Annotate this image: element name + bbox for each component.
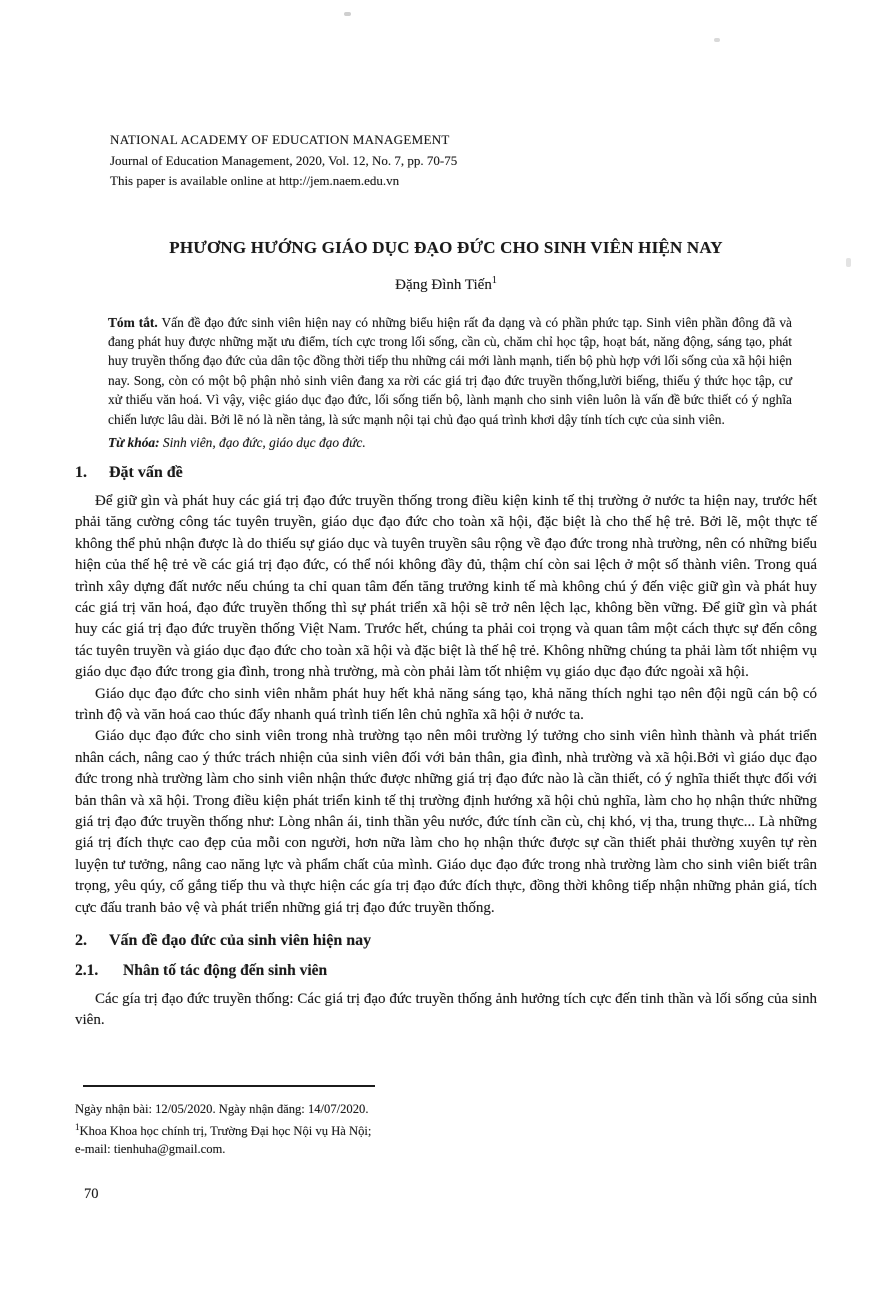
paragraph: Các gía trị đạo đức truyền thống: Các giá trị đạo đức truyền thống ảnh hưởng tích cực đến tinh thần và lối sống của sinh viên. xyxy=(75,991,817,1029)
footnote-block xyxy=(75,1085,817,1158)
keywords xyxy=(108,435,792,451)
section-title: Đặt vấn đề xyxy=(109,463,183,481)
journal-availability-url: This paper is available online at http://jem.naem.edu.vn xyxy=(110,173,400,188)
keywords-label: Từ khóa: xyxy=(108,434,160,450)
author-name: Đặng Đình Tiến xyxy=(395,276,492,293)
keywords-text: Sinh viên, đạo đức, giáo dục đạo đức. xyxy=(159,434,366,450)
paper-title: PHƯƠNG HƯỚNG GIÁO DỤC ĐẠO ĐỨC CHO SINH VIÊN HIỆN NAY xyxy=(169,237,723,257)
section-title: Nhân tố tác động đến sinh viên xyxy=(123,962,328,980)
footnote-divider xyxy=(83,1085,375,1087)
footnote-affiliation: $^1$Khoa Khoa học chính trị, Trường Đại học Nội vụ Hà Nội; xyxy=(75,1122,372,1139)
scan-speck xyxy=(344,12,351,16)
section-1-heading xyxy=(75,464,817,482)
section-2-1-heading xyxy=(75,962,817,980)
footnote-dates: Ngày nhận bài: 12/05/2020. Ngày nhận đăng: 14/07/2020. xyxy=(75,1102,369,1116)
abstract xyxy=(108,313,792,429)
paragraph: Để giữ gìn và phát huy các giá trị đạo đức truyền thống trong điều kiện kinh tế thị trường ở nước ta hiện nay, trước hết phải tăng cường công tác tuyên truyền, giáo dục đạo đức cho toàn xã hội, đặc biệt là cho thế hệ trẻ. Bởi lẽ, một thực tế không thể phủ nhận được là do thiếu sự giáo dục và tuyên truyền sâu rộng về đạo đức trong nhà trường, nên có những biểu hiện của thế hệ trẻ về các giá trị đạo đức, có thể nói không đầy đủ, thậm chí còn sai lệch ở một số thành viên. Trong quá trình xây dựng đất nước nếu chúng ta chỉ quan tâm đến tăng trưởng kinh tế mà không chú ý đến việc giữ gìn và phát huy các giá trị văn hoá, đạo đức truyền thống thì sự phát triển xã hội sẽ trở nên lệch lạc, không bền vững. Để giữ gìn và phát huy các giá trị đạo đức truyền thống Việt Nam. Trước hết, chúng ta phải coi trọng và quan tâm một cách thực sự đến công tác tuyên truyền và giáo dục đạo đức cho toàn xã hội và đặc biệt là thế hệ trẻ. Không những chúng ta phải làm tốt nhiệm vụ giáo dục đạo đức trong gia đình, trong nhà trường, mà còn phải làm tốt nhiệm vụ giáo dục đạo đức ngoài xã hội. xyxy=(75,492,817,681)
section-2-heading xyxy=(75,932,817,950)
paragraph: Giáo dục đạo đức cho sinh viên trong nhà trường tạo nên môi trường lý tưởng cho sinh viên hình thành và phát triển nhân cách, nâng cao ý thức trách nhiện của sinh viên đối với bản thân, gia đình, nhà trường và xã hội.Bởi vì giáo dục đạo đức trong nhà trường làm cho sinh viên nhận thức được những giá trị đạo đức nào là cần thiết, có ý nghĩa thiết thực đối với bản thân và xã hội. Trong điều kiện phát triển kinh tế thị trường định hướng xã hội chủ nghĩa, làm cho họ nhận thức những giá trị đạo đức truyền thống như: Lòng nhân ái, tinh thần yêu nước, đức tính cần cù, chị khó, vị tha, trung thực... Là những giá trị đích thực cao đẹp của mỗi con người, hơn nữa làm cho họ nhận thức được sự cần thiết phải thường xuyên tự rèn luyện tư tưởng, nâng cao năng lực và phẩm chất của mình. Giáo dục đạo đức trong nhà trường làm cho sinh viên biết trân trọng, yêu qúy, cố gắng tiếp thu và thực hiện các gía trị đạo đức đích thực, đồng thời không tiếp nhận những phản giá, tích cực đấu tranh bảo vệ và phát triển những giá trị đạo đức truyền thống. xyxy=(75,728,817,916)
scan-speck xyxy=(714,38,720,42)
journal-institution: NATIONAL ACADEMY OF EDUCATION MANAGEMENT xyxy=(110,132,450,147)
journal-header xyxy=(110,130,817,192)
scan-speck xyxy=(846,258,851,267)
page-number: 70 xyxy=(84,1186,99,1202)
paragraph: Giáo dục đạo đức cho sinh viên nhằm phát huy hết khả năng sáng tạo, khả năng thích nghi tạo nên đội ngũ cán bộ có trình độ và văn hoá cao thúc đẩy nhanh quá trình tiến lên chủ nghĩa xã hội ở nước ta. xyxy=(75,685,817,723)
footnote-marker: 1 xyxy=(75,1122,80,1132)
section-title: Vấn đề đạo đức của sinh viên hiện nay xyxy=(109,932,372,950)
author-line xyxy=(75,275,817,294)
page-content xyxy=(75,130,817,1032)
abstract-label: Tóm tắt. xyxy=(108,314,158,330)
abstract-text: Vấn đề đạo đức sinh viên hiện nay có những biểu hiện rất đa dạng và có phần phức tạp. Sinh viên phần đông đã và đang phát huy được những mặt ưu điểm, tích cực trong lối sống, cần cù, chăm chỉ học tập, hoạt bát, năng động, sáng tạo, phát huy truyền thống đạo đức của dân tộc đồng thời tiếp thu những cái mới lành mạnh, tiến bộ phù hợp với lối sống của xã hội hiện nay. Song, còn có một bộ phận nhỏ sinh viên đang xa rời các giá trị đạo đức truyền thống,lười biếng, thiếu ý thức học tập, cư xử thiếu văn hoá. Vì vậy, việc giáo dục đạo đức, lối sống tiến bộ, lành mạnh cho sinh viên luôn là vấn đề bức thiết có ý nghĩa chiến lược lâu dài. Bởi lẽ nó là nền tảng, là sức mạnh nội tại chủ đạo quá trình khơi dậy tính tích cực của sinh viên. xyxy=(108,314,792,427)
section-number: 2.1. xyxy=(75,962,99,980)
journal-citation: Journal of Education Management, 2020, Vol. 12, No. 7, pp. 70-75 xyxy=(110,152,458,168)
section-number: 1. xyxy=(75,463,87,481)
footnote-email: e-mail: tienhuha@gmail.com. xyxy=(75,1142,226,1157)
author-affiliation-marker: 1 xyxy=(491,274,497,286)
section-number: 2. xyxy=(75,932,87,950)
